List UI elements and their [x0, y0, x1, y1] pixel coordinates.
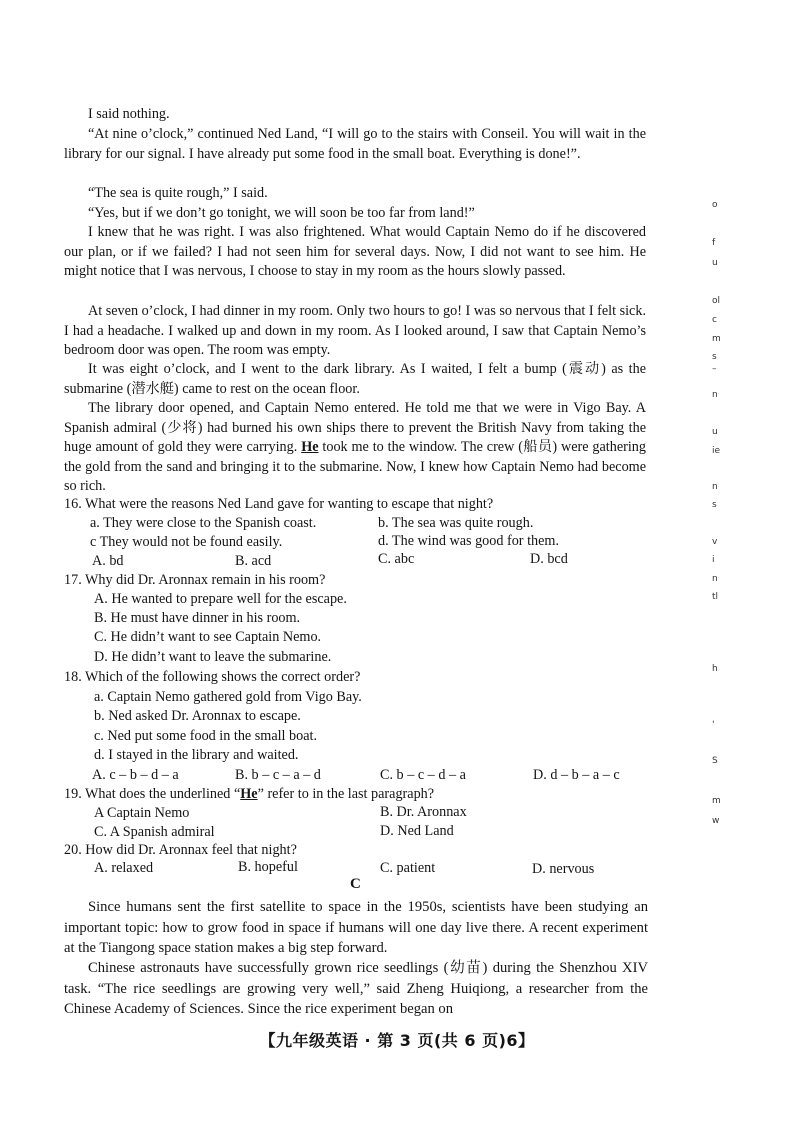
story-paragraph-8-end: took me to the window. The crew (船员) were gathering the gold from the sand and bringing it to the submarine. Now, I knew how Captain Nemo had become so rich. [64, 439, 646, 495]
question-19-underlined-he: He [240, 786, 258, 802]
story-paragraph-5: I knew that he was right. I was also frightened. What would Captain Nemo do if he discovered our plan, or if we failed? I had not seen him for several days. Now, I did not want to see him. He might notice that I was nervous, I choose to stay in my room as the hours slowly passed. [64, 224, 646, 280]
margin-mark: c [712, 315, 717, 325]
question-18-option-b[interactable]: B. b – c – a – d [235, 767, 321, 783]
question-16-statement-c: c They would not be found easily. [90, 534, 283, 550]
question-19-stem-start: 19. What does the underlined “ [64, 786, 241, 802]
question-16-option-c[interactable]: C. abc [378, 551, 415, 567]
margin-mark: i [712, 555, 715, 565]
question-20-option-d[interactable]: D. nervous [532, 861, 595, 877]
margin-mark: s [712, 352, 717, 362]
story-paragraph-8-start: The library door opened, and Captain Nemo entered. He told me that we were in Vigo Bay. A Spanish admiral (少将) had burned his own ships there to prevent the British Navy from taking the huge amount of gold they were carrying. [64, 400, 646, 456]
margin-mark: w [712, 816, 720, 826]
story-paragraph-8 [64, 399, 646, 497]
question-16-option-a[interactable]: A. bd [92, 553, 124, 569]
margin-mark: m [712, 796, 721, 806]
margin-mark: f [712, 238, 716, 248]
question-18-event-d: d. I stayed in the library and waited. [94, 747, 299, 763]
question-16-statement-a: a. They were close to the Spanish coast. [90, 515, 317, 531]
question-18-option-c[interactable]: C. b – c – d – a [380, 767, 466, 783]
question-19-option-c[interactable]: C. A Spanish admiral [94, 824, 215, 840]
question-20-option-b[interactable]: B. hopeful [238, 859, 298, 875]
margin-mark: – [712, 364, 717, 374]
margin-mark: ' [712, 720, 715, 730]
underlined-he: He [301, 439, 319, 456]
question-18-stem: 18. Which of the following shows the correct order? [64, 669, 361, 685]
question-18-event-a: a. Captain Nemo gathered gold from Vigo Bay. [94, 689, 362, 705]
section-c-paragraph-1: Since humans sent the first satellite to space in the 1950s, scientists have been studying an important topic: how to grow food in space if humans will one day live there. A recent experiment at the Tiangong space station makes a big step forward. [64, 899, 648, 957]
question-20-stem: 20. How did Dr. Aronnax feel that night? [64, 842, 297, 858]
margin-mark: h [712, 664, 718, 674]
question-18-option-d[interactable]: D. d – b – a – c [533, 767, 620, 783]
margin-mark: v [712, 537, 718, 547]
margin-mark: S [712, 756, 718, 766]
margin-mark: u [712, 258, 718, 268]
question-18-event-c: c. Ned put some food in the small boat. [94, 728, 318, 744]
margin-mark: s [712, 500, 717, 510]
story-paragraph-1: I said nothing. [88, 106, 170, 122]
question-16-option-b[interactable]: B. acd [235, 553, 272, 569]
question-17-stem: 17. Why did Dr. Aronnax remain in his room? [64, 572, 326, 588]
question-19-stem-end: ” refer to in the last paragraph? [257, 786, 435, 802]
story-paragraph-2: “At nine o’clock,” continued Ned Land, “I will go to the stairs with Conseil. You will wait in the library for our signal. I have already put some food in the small boat. Everything is done!”. [64, 126, 646, 162]
question-19-option-d[interactable]: D. Ned Land [380, 823, 454, 839]
question-16-stem: 16. What were the reasons Ned Land gave for wanting to escape that night? [64, 496, 494, 512]
story-paragraph-6: At seven o’clock, I had dinner in my room. Only two hours to go! I was so nervous that I felt sick. I had a headache. I walked up and down in my room. As I looked around, I saw that Captain Nemo’s bedroom door was open. The room was empty. [64, 303, 646, 359]
margin-mark: n [712, 574, 718, 584]
question-17-option-d[interactable]: D. He didn’t want to leave the submarine. [94, 649, 332, 665]
story-paragraph-7: It was eight o’clock, and I went to the dark library. As I waited, I felt a bump (震动) as the submarine (潜水艇) came to rest on the ocean floor. [64, 361, 646, 397]
story-paragraph-4: “Yes, but if we don’t go tonight, we will soon be too far from land!” [88, 205, 475, 221]
question-20-option-c[interactable]: C. patient [380, 860, 436, 876]
question-18-event-b: b. Ned asked Dr. Aronnax to escape. [94, 708, 301, 724]
margin-mark: m [712, 334, 721, 344]
margin-mark: tl [712, 592, 719, 602]
question-18-option-a[interactable]: A. c – b – d – a [92, 767, 179, 783]
question-17-option-b[interactable]: B. He must have dinner in his room. [94, 610, 301, 626]
question-16-statement-d: d. The wind was good for them. [378, 533, 559, 549]
story-paragraph-3: “The sea is quite rough,” I said. [88, 185, 268, 201]
margin-mark: ol [712, 296, 721, 306]
question-16-option-d[interactable]: D. bcd [530, 551, 568, 567]
question-17-option-c[interactable]: C. He didn’t want to see Captain Nemo. [94, 629, 322, 645]
question-16-statement-b: b. The sea was quite rough. [378, 515, 534, 531]
question-19-stem [64, 785, 434, 805]
page-footer: 【九年级英语 · 第 3 页(共 6 页)6】 [259, 1031, 535, 1050]
question-17-option-a[interactable]: A. He wanted to prepare well for the escape. [94, 591, 347, 607]
question-19-option-a[interactable]: A Captain Nemo [94, 805, 190, 821]
section-c-heading: C [350, 876, 361, 892]
margin-mark: u [712, 427, 718, 437]
margin-mark: o [712, 200, 718, 210]
question-20-option-a[interactable]: A. relaxed [94, 860, 154, 876]
section-c-paragraph-2: Chinese astronauts have successfully grown rice seedlings (幼苗) during the Shenzhou XIV task. “The rice seedlings are growing very well,” said Zheng Huiqiong, a researcher from the Chinese Academy of Sciences. Since the rice experiment began on [64, 960, 648, 1018]
margin-mark: n [712, 390, 718, 400]
question-19-option-b[interactable]: B. Dr. Aronnax [380, 804, 467, 820]
margin-mark: ie [712, 446, 721, 456]
margin-mark: n [712, 482, 718, 492]
